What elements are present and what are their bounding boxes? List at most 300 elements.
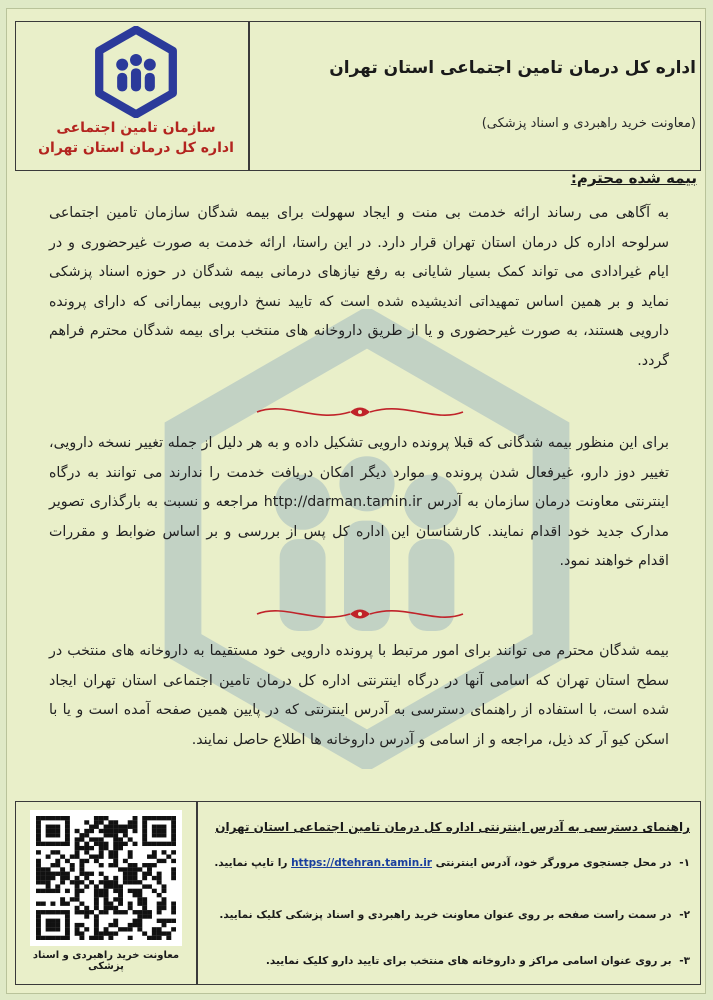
- qr-module: [166, 919, 171, 923]
- qr-module: [50, 936, 55, 940]
- qr-module: [36, 850, 41, 854]
- qr-module: [108, 936, 113, 940]
- qr-module: [113, 854, 118, 858]
- qr-module: [36, 931, 41, 935]
- qr-module: [41, 936, 46, 940]
- qr-module: [65, 910, 70, 914]
- qr-module: [99, 837, 104, 841]
- qr-module: [36, 842, 41, 846]
- qr-module: [113, 837, 118, 841]
- qr-module: [171, 833, 176, 837]
- qr-module: [60, 936, 65, 940]
- qr-module: [46, 923, 51, 927]
- qr-module: [94, 927, 99, 931]
- qr-module: [137, 867, 142, 871]
- qr-module: [84, 820, 89, 824]
- qr-module: [46, 880, 51, 884]
- qr-module: [99, 931, 104, 935]
- qr-module: [89, 880, 94, 884]
- qr-module: [36, 880, 41, 884]
- qr-module: [157, 859, 162, 863]
- qr-module: [79, 833, 84, 837]
- qr-module: [46, 936, 51, 940]
- qr-module: [75, 850, 80, 854]
- qr-module: [60, 872, 65, 876]
- qr-module: [118, 889, 123, 893]
- qr-module: [152, 850, 157, 854]
- qr-module: [133, 863, 138, 867]
- qr-module: [157, 931, 162, 935]
- qr-module: [55, 816, 60, 820]
- qr-module: [108, 902, 113, 906]
- qr-module: [113, 846, 118, 850]
- qr-module: [94, 902, 99, 906]
- qr-module: [108, 906, 113, 910]
- qr-module: [94, 893, 99, 897]
- qr-module: [128, 825, 133, 829]
- step-text: بر روی عنوان اسامی مراکز و داروخانه های منتخب برای تایید دارو کلیک نمایید.: [265, 955, 672, 967]
- qr-module: [36, 837, 41, 841]
- qr-module: [113, 842, 118, 846]
- qr-module: [104, 910, 109, 914]
- qr-module: [75, 906, 80, 910]
- qr-module: [94, 919, 99, 923]
- qr-module: [79, 872, 84, 876]
- qr-module: [147, 842, 152, 846]
- qr-module: [55, 927, 60, 931]
- qr-module: [142, 816, 147, 820]
- qr-module: [46, 867, 51, 871]
- qr-module: [46, 876, 51, 880]
- qr-module: [79, 880, 84, 884]
- qr-module: [142, 910, 147, 914]
- qr-module: [157, 906, 162, 910]
- qr-module: [36, 889, 41, 893]
- qr-module: [171, 902, 176, 906]
- qr-module: [46, 825, 51, 829]
- qr-module: [108, 923, 113, 927]
- qr-module: [157, 872, 162, 876]
- qr-module: [171, 842, 176, 846]
- qr-module: [128, 902, 133, 906]
- qr-module: [75, 910, 80, 914]
- qr-module: [36, 872, 41, 876]
- qr-module: [65, 825, 70, 829]
- qr-module: [171, 919, 176, 923]
- qr-module: [137, 889, 142, 893]
- darman-url-link[interactable]: http://darman.tamin.ir: [263, 494, 422, 510]
- qr-module: [137, 893, 142, 897]
- qr-module: [46, 829, 51, 833]
- qr-module: [84, 884, 89, 888]
- qr-module: [99, 842, 104, 846]
- qr-module: [46, 842, 51, 846]
- qr-module: [142, 902, 147, 906]
- qr-module: [104, 931, 109, 935]
- qr-module: [108, 880, 113, 884]
- qr-module: [152, 842, 157, 846]
- dtehran-url-link[interactable]: https://dtehran.tamin.ir: [291, 857, 432, 869]
- qr-module: [162, 902, 167, 906]
- qr-module: [79, 867, 84, 871]
- qr-module: [142, 876, 147, 880]
- qr-module: [94, 859, 99, 863]
- qr-module: [113, 825, 118, 829]
- paragraph-procedure-part1: برای این منظور بیمه شدگانی که قبلا پرونده دارویی تشکیل داده و به هر دلیل از جمله تغییر نسخه دارویی، تغییر دوز دارو، غیرفعال شدن پرونده و موارد دیگر امکان دریافت خدمت را ندارند می توانند به درگاه اینترنتی معاونت درمان سازمان به آدرس: [49, 435, 669, 510]
- qr-module: [55, 825, 60, 829]
- qr-module: [113, 919, 118, 923]
- qr-module: [157, 936, 162, 940]
- qr-module: [123, 833, 128, 837]
- qr-module: [65, 837, 70, 841]
- qr-module: [166, 842, 171, 846]
- qr-module: [142, 914, 147, 918]
- qr-module: [133, 893, 138, 897]
- guide-step-1: [202, 854, 690, 872]
- qr-module: [79, 889, 84, 893]
- qr-module: [50, 850, 55, 854]
- qr-module: [162, 906, 167, 910]
- qr-module: [118, 893, 123, 897]
- page-title: اداره کل درمان تامین اجتماعی استان تهران: [329, 58, 696, 78]
- qr-module: [89, 825, 94, 829]
- qr-module: [171, 876, 176, 880]
- qr-module: [46, 854, 51, 858]
- qr-module: [118, 829, 123, 833]
- qr-module: [55, 833, 60, 837]
- qr-module: [123, 825, 128, 829]
- qr-module: [152, 931, 157, 935]
- qr-module: [162, 897, 167, 901]
- qr-module: [94, 825, 99, 829]
- qr-module: [162, 859, 167, 863]
- qr-module: [75, 880, 80, 884]
- qr-module: [46, 833, 51, 837]
- qr-module: [142, 833, 147, 837]
- qr-module: [118, 897, 123, 901]
- qr-module: [108, 820, 113, 824]
- qr-module: [75, 829, 80, 833]
- qr-module: [94, 816, 99, 820]
- qr-module: [171, 829, 176, 833]
- qr-code-icon: [36, 816, 176, 940]
- qr-module: [113, 880, 118, 884]
- qr-caption: معاونت خرید راهبردی و اسناد پزشکی: [32, 950, 180, 972]
- qr-module: [104, 889, 109, 893]
- qr-module: [55, 850, 60, 854]
- paragraph-procedure: [49, 429, 669, 577]
- qr-module: [36, 919, 41, 923]
- qr-module: [70, 854, 75, 858]
- qr-module: [171, 910, 176, 914]
- qr-module: [171, 867, 176, 871]
- qr-module: [147, 872, 152, 876]
- qr-module: [50, 825, 55, 829]
- qr-module: [50, 910, 55, 914]
- qr-module: [171, 816, 176, 820]
- qr-module: [60, 854, 65, 858]
- qr-module: [46, 872, 51, 876]
- qr-module: [104, 842, 109, 846]
- qr-module: [99, 863, 104, 867]
- qr-module: [128, 837, 133, 841]
- qr-module: [70, 897, 75, 901]
- qr-module: [113, 863, 118, 867]
- qr-module: [133, 867, 138, 871]
- qr-module: [46, 927, 51, 931]
- qr-module: [50, 816, 55, 820]
- qr-module: [75, 842, 80, 846]
- qr-module: [162, 919, 167, 923]
- qr-module: [36, 910, 41, 914]
- qr-module: [162, 829, 167, 833]
- qr-module: [142, 897, 147, 901]
- qr-module: [142, 884, 147, 888]
- qr-module: [65, 876, 70, 880]
- qr-module: [65, 902, 70, 906]
- qr-module: [84, 829, 89, 833]
- qr-module: [157, 880, 162, 884]
- qr-module: [133, 829, 138, 833]
- ornament-divider-icon: [255, 605, 465, 623]
- qr-module: [50, 927, 55, 931]
- qr-module: [123, 842, 128, 846]
- qr-module: [79, 863, 84, 867]
- qr-module: [65, 923, 70, 927]
- qr-module: [123, 910, 128, 914]
- qr-module: [118, 842, 123, 846]
- qr-module: [84, 914, 89, 918]
- qr-module: [99, 854, 104, 858]
- qr-module: [128, 936, 133, 940]
- qr-module: [133, 919, 138, 923]
- qr-module: [99, 880, 104, 884]
- qr-module: [137, 910, 142, 914]
- qr-module: [99, 829, 104, 833]
- qr-module: [84, 927, 89, 931]
- qr-module: [171, 859, 176, 863]
- qr-module: [123, 867, 128, 871]
- qr-module: [142, 829, 147, 833]
- qr-module: [55, 872, 60, 876]
- qr-module: [46, 919, 51, 923]
- qr-module: [65, 820, 70, 824]
- qr-module: [128, 889, 133, 893]
- qr-module: [113, 931, 118, 935]
- qr-module: [123, 859, 128, 863]
- step-text: در سمت راست صفحه بر روی عنوان معاونت خرید راهبردی و اسناد پزشکی کلیک نمایید.: [219, 909, 672, 921]
- qr-module: [55, 863, 60, 867]
- qr-module: [113, 876, 118, 880]
- qr-module: [89, 846, 94, 850]
- qr-module: [75, 837, 80, 841]
- qr-module: [84, 850, 89, 854]
- qr-module: [137, 902, 142, 906]
- qr-code[interactable]: [30, 810, 182, 946]
- qr-module: [99, 846, 104, 850]
- qr-module: [147, 910, 152, 914]
- qr-module: [50, 889, 55, 893]
- qr-module: [65, 872, 70, 876]
- qr-module: [113, 884, 118, 888]
- guide-divider: [196, 802, 198, 984]
- qr-module: [142, 837, 147, 841]
- qr-module: [108, 884, 113, 888]
- qr-module: [108, 931, 113, 935]
- qr-module: [36, 833, 41, 837]
- qr-module: [41, 889, 46, 893]
- qr-module: [50, 833, 55, 837]
- qr-module: [157, 829, 162, 833]
- qr-module: [36, 863, 41, 867]
- qr-module: [137, 923, 142, 927]
- qr-module: [84, 833, 89, 837]
- qr-module: [89, 936, 94, 940]
- step-number: ۱-: [679, 857, 690, 869]
- qr-module: [171, 825, 176, 829]
- qr-module: [142, 931, 147, 935]
- greeting-heading: بیمه شده محترم:: [570, 169, 697, 187]
- paragraph-pharmacies: بیمه شدگان محترم می توانند برای امور مرتبط با پرونده دارویی خود مستقیما به داروخانه های منتخب در سطح استان تهران که اسامی آنها در درگاه اینترنتی اداره کل درمان تامین اجتماعی استان تهران ایجاد شده است، با استفاده از راهنمای دسترسی به آدرس اینترنتی که در پایین همین صفحه آمده است و یا با اسکن کیو آر کد ذیل، مراجعه و از اسامی و آدرس داروخانه ها اطلاع حاصل نمایند.: [49, 643, 669, 748]
- qr-module: [108, 833, 113, 837]
- qr-module: [147, 936, 152, 940]
- qr-module: [89, 910, 94, 914]
- qr-module: [128, 923, 133, 927]
- qr-module: [94, 884, 99, 888]
- qr-module: [128, 854, 133, 858]
- qr-module: [108, 850, 113, 854]
- qr-module: [162, 816, 167, 820]
- qr-module: [162, 931, 167, 935]
- qr-module: [157, 902, 162, 906]
- qr-module: [50, 923, 55, 927]
- qr-module: [60, 910, 65, 914]
- qr-module: [65, 889, 70, 893]
- qr-module: [147, 867, 152, 871]
- qr-module: [75, 846, 80, 850]
- qr-module: [36, 927, 41, 931]
- qr-module: [46, 884, 51, 888]
- qr-module: [41, 902, 46, 906]
- qr-module: [108, 854, 113, 858]
- qr-module: [137, 880, 142, 884]
- paragraph-intro: به آگاهی می رساند ارائه خدمت بی منت و ایجاد سهولت برای بیمه شدگان سازمان تامین اجتماعی سرلوحه اداره کل درمان استان تهران قرار دارد. در این راستا، ارائه خدمت به صورت غیرحضوری و در ایام غیرادادی می تواند کمک بسیار شایانی به رفع نیازهای درمانی بیمه شدگان در حوزه اسناد پزشکی نماید و بر همین اساس تمهیداتی اندیشیده شده است که تایید نسخ دارویی بیمارانی که دارای پرونده دارویی هستند، به صورت غیرحضوری و یا از طریق داروخانه های منتخب برای بیمه شدگان محترم فراهم گردد.: [49, 205, 669, 369]
- qr-module: [70, 863, 75, 867]
- step-text: در محل جستجوی مرورگر خود، آدرس اینترنتی: [435, 857, 672, 869]
- qr-module: [113, 820, 118, 824]
- guide-step-2: [202, 906, 690, 924]
- step-number: ۳-: [679, 955, 690, 967]
- qr-module: [99, 850, 104, 854]
- qr-module: [142, 863, 147, 867]
- qr-module: [113, 906, 118, 910]
- qr-module: [113, 859, 118, 863]
- qr-module: [36, 876, 41, 880]
- qr-module: [79, 859, 84, 863]
- qr-module: [60, 880, 65, 884]
- qr-module: [104, 825, 109, 829]
- qr-module: [89, 837, 94, 841]
- qr-module: [94, 914, 99, 918]
- qr-module: [36, 859, 41, 863]
- qr-module: [118, 837, 123, 841]
- qr-module: [65, 842, 70, 846]
- qr-module: [147, 884, 152, 888]
- qr-module: [65, 936, 70, 940]
- qr-module: [133, 872, 138, 876]
- qr-module: [50, 919, 55, 923]
- qr-module: [118, 884, 123, 888]
- qr-module: [94, 854, 99, 858]
- qr-module: [89, 829, 94, 833]
- qr-module: [162, 850, 167, 854]
- qr-module: [36, 923, 41, 927]
- qr-module: [133, 842, 138, 846]
- qr-module: [46, 910, 51, 914]
- qr-module: [65, 927, 70, 931]
- qr-module: [41, 867, 46, 871]
- qr-module: [55, 923, 60, 927]
- qr-module: [142, 872, 147, 876]
- qr-module: [157, 893, 162, 897]
- qr-module: [79, 902, 84, 906]
- paragraph-procedure-part2: مراجعه و نسبت به بارگذاری تصویر مدارک جدید خود اقدام نمایند. کارشناسان این اداره کل پس از بررسی و بر اساس ضوابط و مقررات اقدام خواهند نمود.: [49, 494, 669, 569]
- qr-module: [142, 906, 147, 910]
- qr-module: [65, 919, 70, 923]
- qr-module: [128, 863, 133, 867]
- qr-module: [137, 927, 142, 931]
- qr-module: [84, 906, 89, 910]
- qr-module: [118, 867, 123, 871]
- qr-module: [70, 880, 75, 884]
- qr-module: [152, 889, 157, 893]
- qr-module: [36, 829, 41, 833]
- qr-module: [104, 876, 109, 880]
- qr-module: [79, 923, 84, 927]
- qr-module: [123, 872, 128, 876]
- qr-module: [128, 867, 133, 871]
- qr-module: [152, 825, 157, 829]
- qr-module: [142, 820, 147, 824]
- header-divider: [248, 22, 250, 170]
- qr-module: [99, 889, 104, 893]
- qr-module: [79, 837, 84, 841]
- qr-module: [36, 867, 41, 871]
- qr-module: [75, 897, 80, 901]
- qr-module: [65, 816, 70, 820]
- qr-module: [41, 872, 46, 876]
- qr-module: [89, 854, 94, 858]
- qr-module: [147, 863, 152, 867]
- page-subtitle: (معاونت خرید راهبردی و اسناد پزشکی): [481, 116, 696, 131]
- qr-module: [50, 902, 55, 906]
- qr-module: [133, 820, 138, 824]
- qr-module: [70, 867, 75, 871]
- org-name: سازمان تامین اجتماعی: [56, 120, 216, 136]
- qr-module: [94, 889, 99, 893]
- qr-module: [104, 880, 109, 884]
- org-department: اداره کل درمان استان تهران: [38, 140, 234, 156]
- qr-module: [152, 876, 157, 880]
- qr-module: [50, 876, 55, 880]
- qr-module: [79, 936, 84, 940]
- qr-module: [166, 936, 171, 940]
- qr-module: [65, 829, 70, 833]
- qr-module: [104, 902, 109, 906]
- qr-module: [55, 884, 60, 888]
- qr-module: [152, 816, 157, 820]
- qr-module: [84, 846, 89, 850]
